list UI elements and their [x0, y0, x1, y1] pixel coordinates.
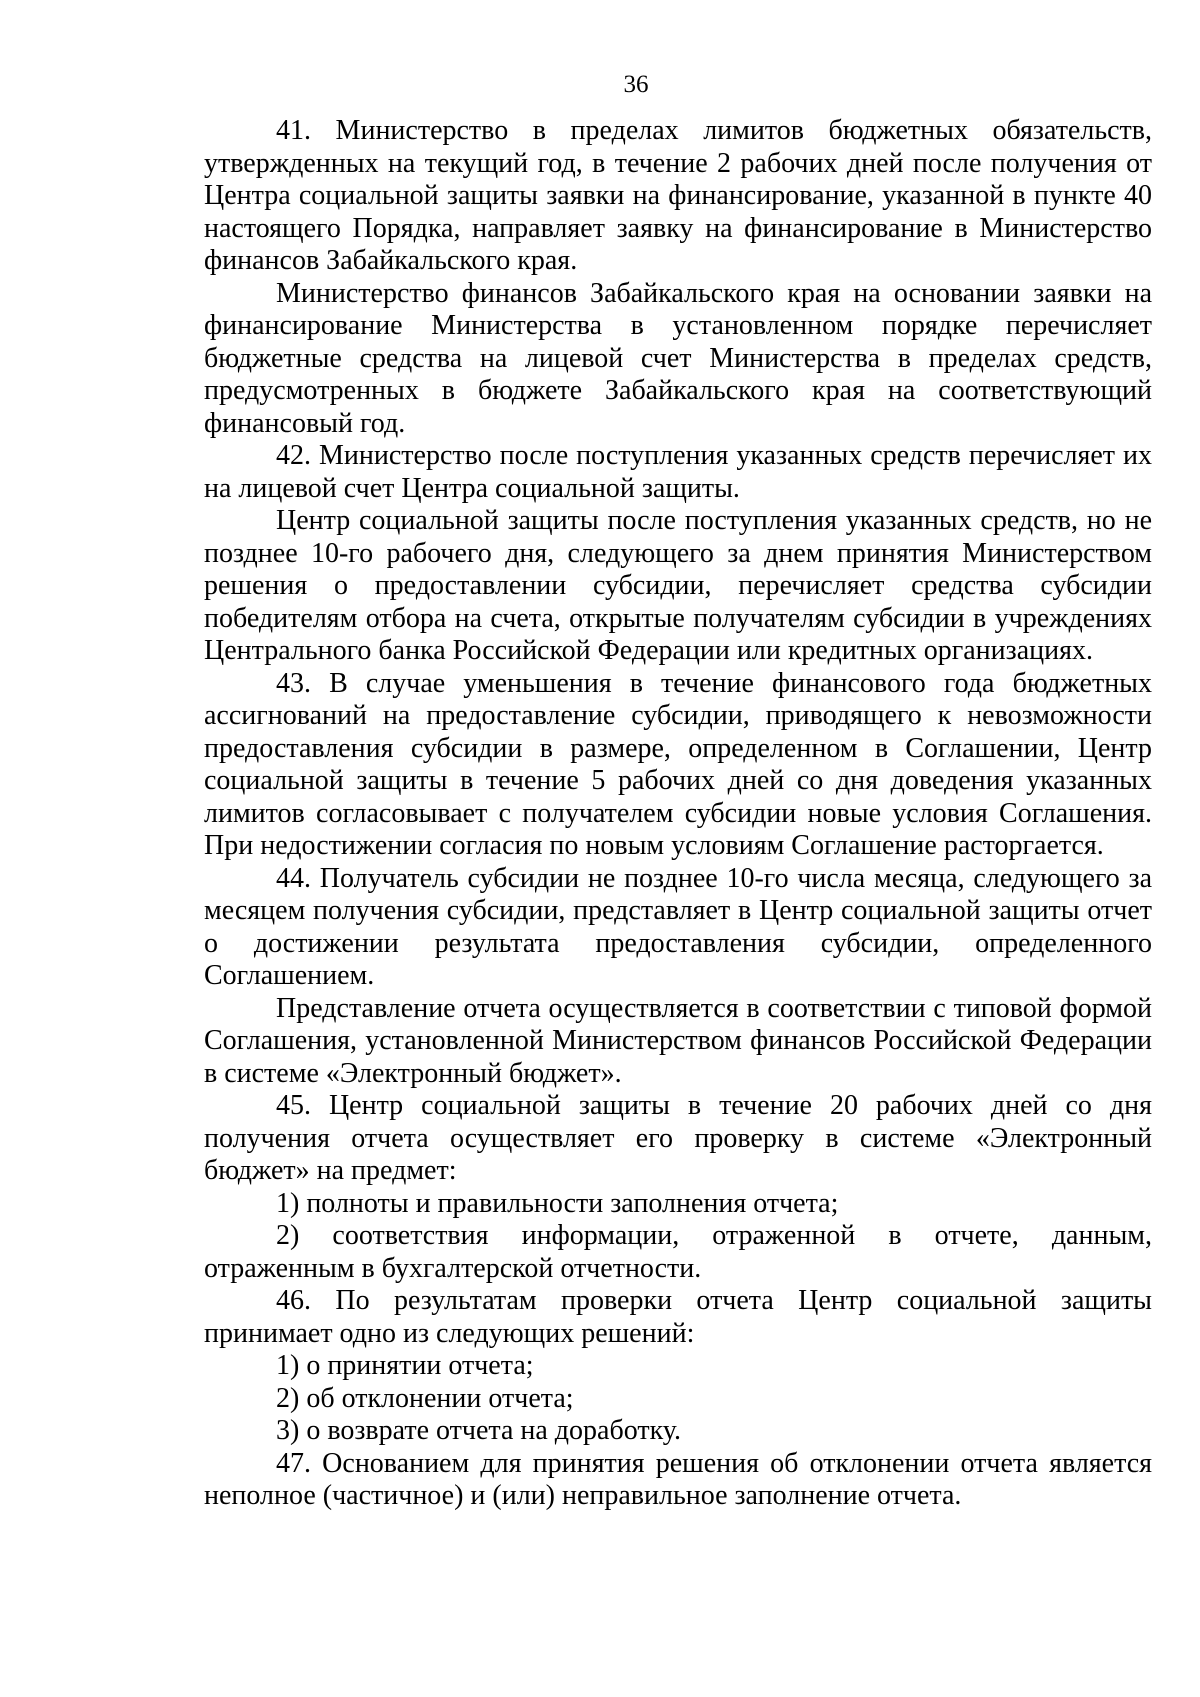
paragraph-44-report-form: Представление отчета осуществляется в соответствии с типовой формой Соглашения, установленной Министерством финансов Российской Федерации в системе «Электронный бюджет». — [204, 992, 1152, 1089]
page-number: 36 — [623, 71, 649, 98]
paragraph-41-funding: Министерство финансов Забайкальского края на основании заявки на финансирование Министерства в установленном порядке перечисляет бюджетные средства на лицевой счет Министерства в пределах средств, предусмотренных в бюджете Забайкальского края на соответствующий финансовый год. — [204, 277, 1152, 439]
paragraph-47: 47. Основанием для принятия решения об отклонении отчета является неполное (частичное) и (или) неправильное заполнение отчета. — [204, 1447, 1152, 1511]
paragraph-42: 42. Министерство после поступления указанных средств перечисляет их на лицевой счет Центра социальной защиты. — [204, 440, 1152, 504]
paragraph-42-transfer: Центр социальной защиты после поступления указанных средств, но не позднее 10-го рабочего дня, следующего за днем принятия Министерством решения о предоставлении субсидии, перечисляет средства субсидии победителям отбора на счета, открытые получателям субсидии в учреждениях Центрального банка Российской Федерации или кредитных организациях. — [204, 505, 1152, 666]
paragraph-46-item-3: 3) о возврате отчета на доработку. — [276, 1415, 681, 1446]
paragraph-46: 46. По результатам проверки отчета Центр социальной защиты принимает одно из следующих решений: — [204, 1285, 1152, 1349]
paragraph-45-item-1: 1) полноты и правильности заполнения отчета; — [276, 1187, 839, 1219]
document-body — [204, 115, 1152, 1513]
paragraph-46-item-1: 1) о принятии отчета; — [276, 1350, 534, 1381]
paragraph-46-item-2: 2) об отклонении отчета; — [276, 1382, 574, 1414]
paragraph-45-item-2: 2) соответствия информации, отраженной в отчете, данным, отраженным в бухгалтерской отчетности. — [204, 1220, 1152, 1284]
paragraph-45: 45. Центр социальной защиты в течение 20 рабочих дней со дня получения отчета осуществляет его проверку в системе «Электронный бюджет» на предмет: — [204, 1090, 1152, 1186]
paragraph-44: 44. Получатель субсидии не позднее 10-го числа месяца, следующего за месяцем получения субсидии, представляет в Центр социальной защиты отчет о достижении результата предоставления субсидии, определенного Соглашением. — [204, 862, 1152, 991]
paragraph-41: 41. Министерство в пределах лимитов бюджетных обязательств, утвержденных на текущий год, в течение 2 рабочих дней после получения от Центра социальной защиты заявки на финансирование, указанной в пункте 40 настоящего Порядка, направляет заявку на финансирование в Министерство финансов Забайкальского края. — [204, 115, 1152, 276]
paragraph-43: 43. В случае уменьшения в течение финансового года бюджетных ассигнований на предоставление субсидии, приводящего к невозможности предоставления субсидии в размере, определенном в Соглашении, Центр социальной защиты в течение 5 рабочих дней со дня доведения указанных лимитов согласовывает с получателем субсидии новые условия Соглашения. При недостижении согласия по новым условиям Соглашение расторгается. — [204, 667, 1152, 861]
